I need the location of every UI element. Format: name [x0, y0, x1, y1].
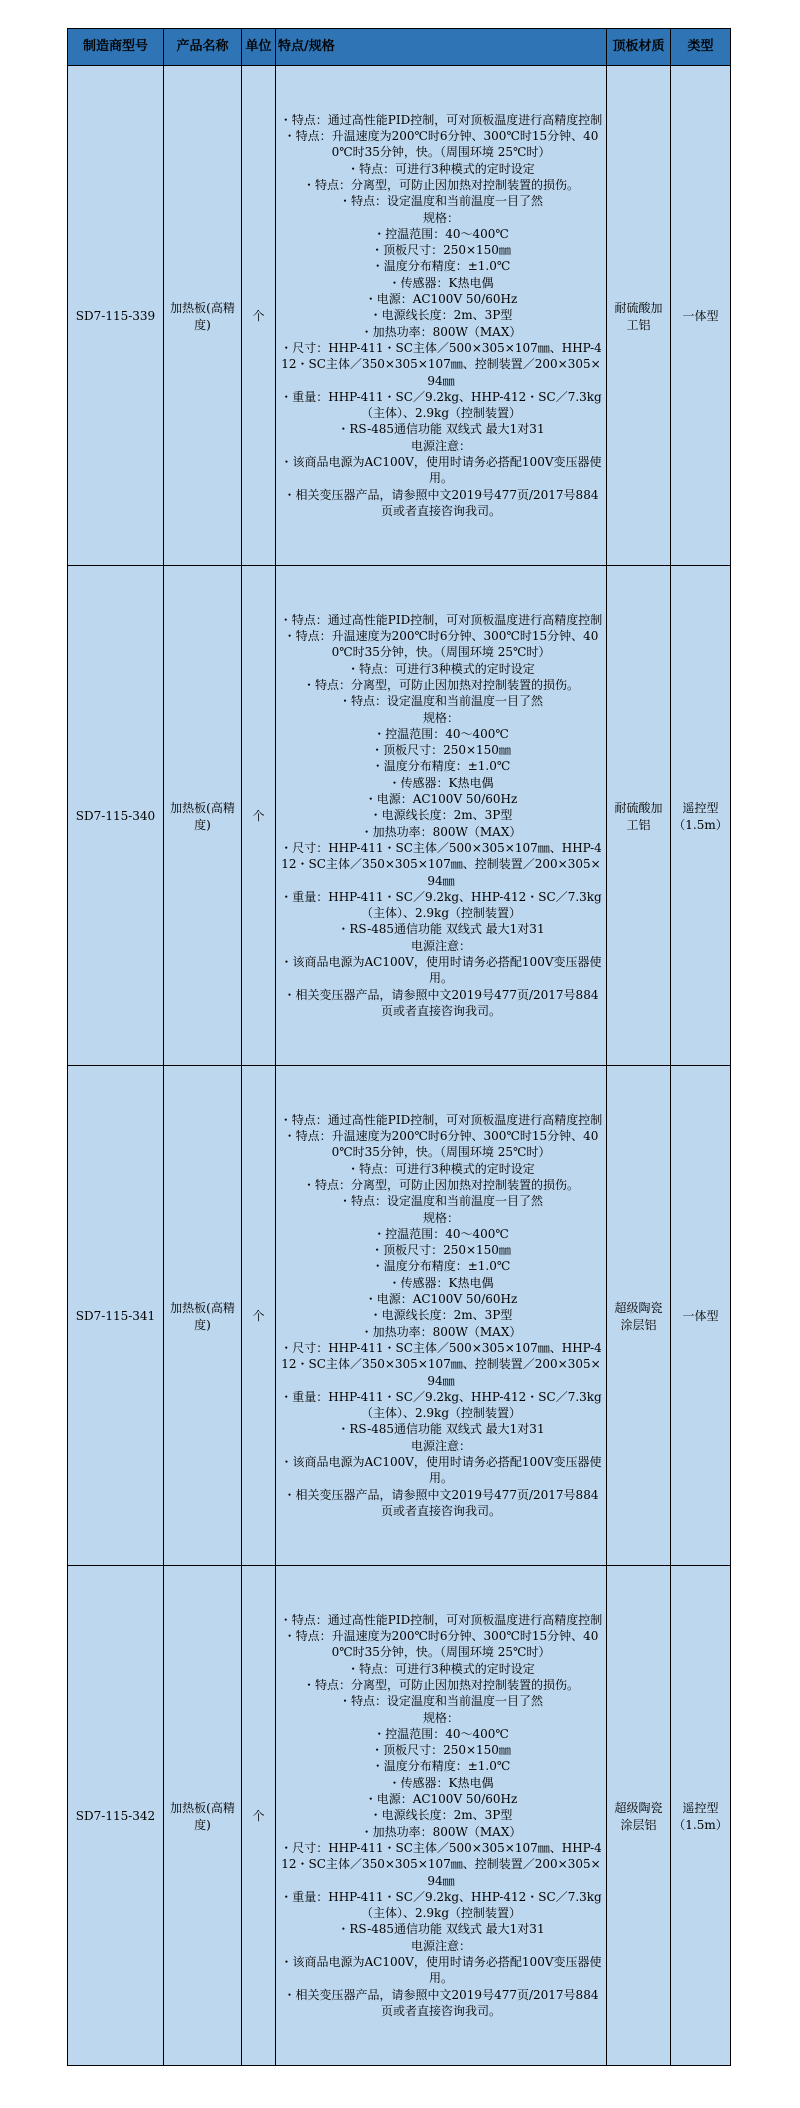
feature-line: ・特点：可进行3种模式的定时设定	[347, 1661, 535, 1676]
feature-line: ・重量：HHP-411・SC／9.2kg、HHP-412・SC／7.3kg（主体）、2.9kg（控制装置）	[280, 889, 602, 921]
feature-line: ・重量：HHP-411・SC／9.2kg、HHP-412・SC／7.3kg（主体）、2.9kg（控制装置）	[280, 1889, 602, 1921]
header-features: 特点/规格	[276, 29, 607, 66]
feature-line: ・相关变压器产品，请参照中文2019号477页/2017号884页或者直接咨询我司。	[283, 1987, 599, 2018]
unit-cell: 个	[242, 66, 276, 566]
feature-line: ・电源线长度：2m、3P型	[369, 1808, 513, 1823]
feature-line: ・该商品电源为AC100V，使用时请务必搭配100V变压器使用。	[280, 955, 602, 986]
feature-line: ・特点：升温速度为200℃时6分钟、300℃时15分钟、400℃时35分钟，快。（周围环境 25℃时）	[283, 1129, 599, 1160]
product-name-cell: 加热板(高精度)	[164, 566, 242, 1066]
feature-line: ・相关变压器产品，请参照中文2019号477页/2017号884页或者直接咨询我司。	[283, 487, 599, 518]
feature-line: ・特点：升温速度为200℃时6分钟、300℃时15分钟、400℃时35分钟，快。（周围环境 25℃时）	[283, 129, 599, 160]
header-product-name: 产品名称	[164, 29, 242, 66]
feature-line: ・传感器：K热电偶	[388, 275, 494, 290]
plate-material-cell: 超级陶瓷涂层铝	[607, 1566, 671, 2066]
feature-line: ・温度分布精度：±1.0℃	[371, 1759, 511, 1774]
feature-line: ・尺寸：HHP-411・SC主体／500×305×107㎜、HHP-412・SC主体／350×305×107㎜、控制装置／200×305×94㎜	[280, 1840, 602, 1888]
feature-line: ・控温范围：40～400℃	[373, 1726, 509, 1741]
features-cell	[276, 1066, 607, 1566]
header-row	[68, 29, 731, 66]
feature-line: ・RS-485通信功能 双线式 最大1对31	[337, 1422, 545, 1437]
feature-line: ・控温范围：40～400℃	[373, 1226, 509, 1241]
feature-line: ・电源：AC100V 50/60Hz	[364, 1792, 518, 1807]
unit-cell: 个	[242, 1066, 276, 1566]
feature-line: ・特点：通过高性能PID控制，可对顶板温度进行高精度控制	[279, 1612, 603, 1627]
unit-cell: 个	[242, 1566, 276, 2066]
features-cell	[276, 566, 607, 1066]
feature-line: ・RS-485通信功能 双线式 最大1对31	[337, 1922, 545, 1937]
feature-line: ・该商品电源为AC100V，使用时请务必搭配100V变压器使用。	[280, 1955, 602, 1986]
plate-material-cell: 耐硫酸加工铝	[607, 66, 671, 566]
model-cell: SD7-115-342	[68, 1566, 164, 2066]
feature-line: ・加热功率：800W（MAX）	[360, 1324, 522, 1339]
feature-line: ・特点：设定温度和当前温度一目了然	[338, 1694, 543, 1709]
feature-line: ・相关变压器产品，请参照中文2019号477页/2017号884页或者直接咨询我司。	[283, 1487, 599, 1518]
feature-line: ・特点：分离型，可防止因加热对控制装置的损伤。	[302, 1677, 579, 1692]
feature-line: ・控温范围：40～400℃	[373, 726, 509, 741]
feature-line: ・电源：AC100V 50/60Hz	[364, 292, 518, 307]
feature-line: ・加热功率：800W（MAX）	[360, 324, 522, 339]
unit-cell: 个	[242, 566, 276, 1066]
feature-line: ・特点：通过高性能PID控制，可对顶板温度进行高精度控制	[279, 612, 603, 627]
feature-line: ・顶板尺寸：250×150㎜	[371, 1743, 511, 1758]
feature-line: ・特点：分离型，可防止因加热对控制装置的损伤。	[302, 177, 579, 192]
feature-line: ・顶板尺寸：250×150㎜	[371, 1243, 511, 1258]
feature-line: 规格：	[422, 710, 459, 725]
feature-line: 电源注意：	[410, 938, 471, 953]
model-cell: SD7-115-341	[68, 1066, 164, 1566]
model-cell: SD7-115-339	[68, 66, 164, 566]
feature-line: 规格：	[422, 210, 459, 225]
feature-line: ・加热功率：800W（MAX）	[360, 824, 522, 839]
feature-line: ・该商品电源为AC100V，使用时请务必搭配100V变压器使用。	[280, 455, 602, 486]
feature-line: 电源注意：	[410, 1438, 471, 1453]
model-cell: SD7-115-340	[68, 566, 164, 1066]
feature-line: ・电源：AC100V 50/60Hz	[364, 792, 518, 807]
feature-line: ・电源：AC100V 50/60Hz	[364, 1292, 518, 1307]
type-cell: 一体型	[671, 66, 731, 566]
feature-line: ・重量：HHP-411・SC／9.2kg、HHP-412・SC／7.3kg（主体）、2.9kg（控制装置）	[280, 389, 602, 421]
feature-line: ・特点：分离型，可防止因加热对控制装置的损伤。	[302, 677, 579, 692]
feature-line: ・特点：升温速度为200℃时6分钟、300℃时15分钟、400℃时35分钟，快。（周围环境 25℃时）	[283, 1629, 599, 1660]
feature-line: ・RS-485通信功能 双线式 最大1对31	[337, 922, 545, 937]
product-spec-table-container	[67, 28, 730, 2066]
feature-line: ・控温范围：40～400℃	[373, 226, 509, 241]
feature-line: ・特点：可进行3种模式的定时设定	[347, 161, 535, 176]
feature-line: ・尺寸：HHP-411・SC主体／500×305×107㎜、HHP-412・SC主体／350×305×107㎜、控制装置／200×305×94㎜	[280, 1340, 602, 1388]
type-cell: 遥控型（1.5m）	[671, 1566, 731, 2066]
header-unit: 单位	[242, 29, 276, 66]
feature-line: ・特点：可进行3种模式的定时设定	[347, 661, 535, 676]
product-spec-table	[67, 28, 731, 2066]
feature-line: ・传感器：K热电偶	[388, 1775, 494, 1790]
feature-line: ・温度分布精度：±1.0℃	[371, 259, 511, 274]
feature-line: ・顶板尺寸：250×150㎜	[371, 243, 511, 258]
feature-line: ・温度分布精度：±1.0℃	[371, 759, 511, 774]
feature-line: ・特点：可进行3种模式的定时设定	[347, 1161, 535, 1176]
feature-line: ・尺寸：HHP-411・SC主体／500×305×107㎜、HHP-412・SC主体／350×305×107㎜、控制装置／200×305×94㎜	[280, 840, 602, 888]
feature-line: ・电源线长度：2m、3P型	[369, 808, 513, 823]
feature-line: ・相关变压器产品，请参照中文2019号477页/2017号884页或者直接咨询我司。	[283, 987, 599, 1018]
product-name-cell: 加热板(高精度)	[164, 66, 242, 566]
feature-line: ・传感器：K热电偶	[388, 1275, 494, 1290]
plate-material-cell: 耐硫酸加工铝	[607, 566, 671, 1066]
type-cell: 一体型	[671, 1066, 731, 1566]
features-cell	[276, 66, 607, 566]
header-type: 类型	[671, 29, 731, 66]
features-cell	[276, 1566, 607, 2066]
feature-line: 电源注意：	[410, 1938, 471, 1953]
table-body	[68, 66, 731, 2066]
feature-line: ・电源线长度：2m、3P型	[369, 308, 513, 323]
feature-line: ・尺寸：HHP-411・SC主体／500×305×107㎜、HHP-412・SC主体／350×305×107㎜、控制装置／200×305×94㎜	[280, 340, 602, 388]
feature-line: ・重量：HHP-411・SC／9.2kg、HHP-412・SC／7.3kg（主体）、2.9kg（控制装置）	[280, 1389, 602, 1421]
product-name-cell: 加热板(高精度)	[164, 1566, 242, 2066]
header-model: 制造商型号	[68, 29, 164, 66]
table-row	[68, 66, 731, 566]
feature-line: ・传感器：K热电偶	[388, 775, 494, 790]
feature-line: ・特点：升温速度为200℃时6分钟、300℃时15分钟、400℃时35分钟，快。（周围环境 25℃时）	[283, 629, 599, 660]
type-cell: 遥控型（1.5m）	[671, 566, 731, 1066]
feature-line: ・特点：设定温度和当前温度一目了然	[338, 694, 543, 709]
feature-line: ・特点：分离型，可防止因加热对控制装置的损伤。	[302, 1177, 579, 1192]
feature-line: ・电源线长度：2m、3P型	[369, 1308, 513, 1323]
feature-line: 电源注意：	[410, 438, 471, 453]
header-plate-material: 顶板材质	[607, 29, 671, 66]
table-row	[68, 1566, 731, 2066]
feature-line: ・该商品电源为AC100V，使用时请务必搭配100V变压器使用。	[280, 1455, 602, 1486]
feature-line: ・特点：通过高性能PID控制，可对顶板温度进行高精度控制	[279, 112, 603, 127]
feature-line: ・加热功率：800W（MAX）	[360, 1824, 522, 1839]
feature-line: ・顶板尺寸：250×150㎜	[371, 743, 511, 758]
feature-line: ・特点：通过高性能PID控制，可对顶板温度进行高精度控制	[279, 1112, 603, 1127]
feature-line: ・RS-485通信功能 双线式 最大1对31	[337, 422, 545, 437]
product-name-cell: 加热板(高精度)	[164, 1066, 242, 1566]
feature-line: ・特点：设定温度和当前温度一目了然	[338, 1194, 543, 1209]
table-row	[68, 1066, 731, 1566]
feature-line: ・特点：设定温度和当前温度一目了然	[338, 194, 543, 209]
table-row	[68, 566, 731, 1066]
plate-material-cell: 超级陶瓷涂层铝	[607, 1066, 671, 1566]
feature-line: 规格：	[422, 1710, 459, 1725]
feature-line: 规格：	[422, 1210, 459, 1225]
feature-line: ・温度分布精度：±1.0℃	[371, 1259, 511, 1274]
